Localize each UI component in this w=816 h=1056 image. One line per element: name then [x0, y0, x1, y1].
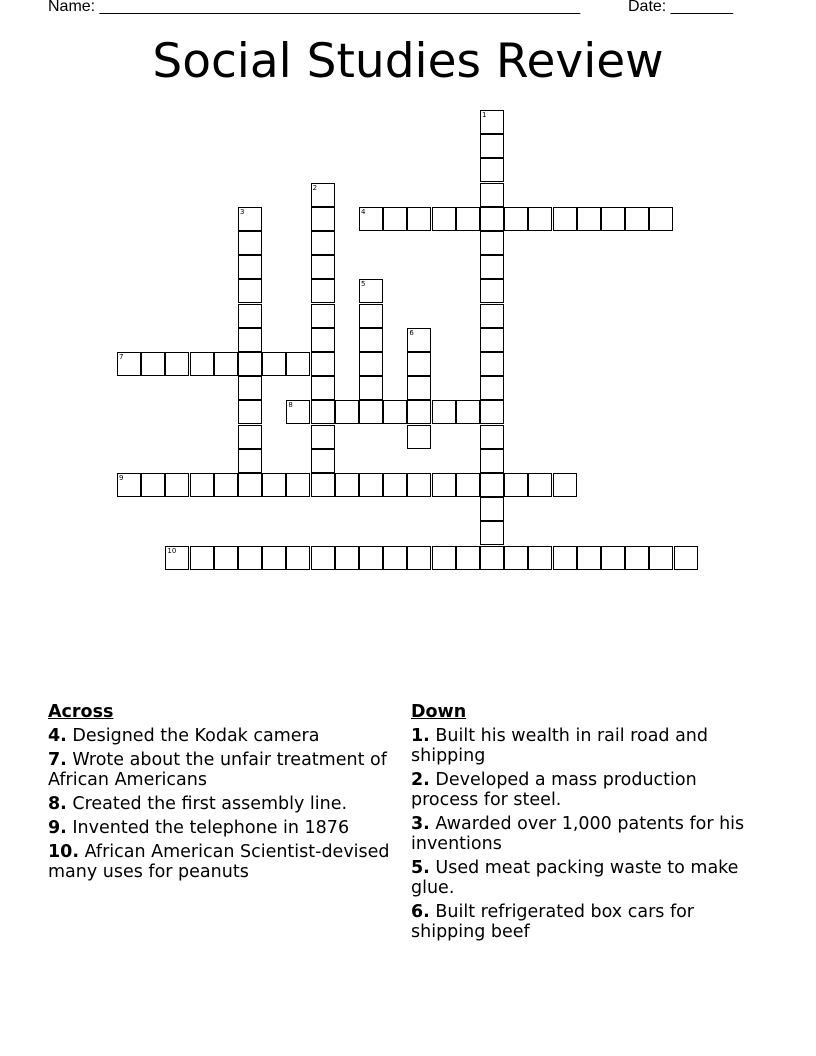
grid-cell[interactable] [432, 473, 456, 497]
grid-cell[interactable] [311, 546, 335, 570]
clue-number: 2. [411, 770, 430, 790]
grid-cell[interactable] [383, 473, 407, 497]
down-clues [411, 702, 756, 946]
grid-cell[interactable] [456, 400, 480, 424]
grid-cell[interactable] [577, 546, 601, 570]
cell-number: 6 [409, 328, 414, 337]
grid-cell[interactable] [480, 207, 504, 231]
grid-cell[interactable] [238, 231, 262, 255]
clue-number: 3. [411, 814, 430, 834]
grid-cell[interactable] [165, 546, 189, 570]
grid-cell[interactable] [407, 546, 431, 570]
grid-cell[interactable] [407, 352, 431, 376]
clue-number: 1. [411, 726, 430, 746]
grid-cell[interactable] [480, 183, 504, 207]
grid-cell[interactable] [311, 473, 335, 497]
grid-cell[interactable] [117, 473, 141, 497]
grid-cell[interactable] [335, 546, 359, 570]
grid-cell[interactable] [359, 207, 383, 231]
grid-cell[interactable] [553, 546, 577, 570]
grid-cell[interactable] [117, 352, 141, 376]
grid-cell[interactable] [407, 376, 431, 400]
grid-cell[interactable] [190, 473, 214, 497]
grid-cell[interactable] [359, 473, 383, 497]
grid-cell[interactable] [504, 207, 528, 231]
clue-text: Developed a mass production process for steel. [411, 770, 697, 810]
grid-cell[interactable] [480, 231, 504, 255]
grid-cell[interactable] [311, 183, 335, 207]
grid-cell[interactable] [335, 473, 359, 497]
grid-cell[interactable] [141, 473, 165, 497]
cell-number: 2 [312, 183, 318, 192]
clue-text: Created the first assembly line. [66, 794, 348, 814]
clue-across-9 [48, 818, 393, 838]
clue-text: Designed the Kodak camera [66, 726, 320, 746]
grid-cell[interactable] [214, 473, 238, 497]
grid-cell[interactable] [238, 304, 262, 328]
grid-cell[interactable] [238, 328, 262, 352]
grid-cell[interactable] [625, 207, 649, 231]
clue-text: Built his wealth in rail road and shipping [411, 726, 709, 766]
clue-number: 10. [48, 842, 80, 862]
grid-cell[interactable] [480, 304, 504, 328]
grid-cell[interactable] [311, 255, 335, 279]
grid-cell[interactable] [480, 449, 504, 473]
cell-number: 1 [482, 111, 487, 119]
grid-cell[interactable] [238, 546, 262, 570]
grid-cell[interactable] [141, 352, 165, 376]
grid-cell[interactable] [359, 279, 383, 303]
grid-cell[interactable] [504, 546, 528, 570]
grid-cell[interactable] [528, 546, 552, 570]
clue-number: 9. [48, 818, 67, 838]
grid-cell[interactable] [214, 546, 238, 570]
clue-text: African American Scientist-devised many uses for peanuts [48, 842, 390, 882]
grid-cell[interactable] [262, 352, 286, 376]
grid-cell[interactable] [480, 546, 504, 570]
grid-cell[interactable] [311, 328, 335, 352]
clue-number: 4. [48, 726, 67, 746]
grid-cell[interactable] [311, 231, 335, 255]
grid-cell[interactable] [286, 400, 310, 424]
grid-cell[interactable] [480, 158, 504, 182]
across-clues [48, 702, 393, 886]
grid-cell[interactable] [528, 473, 552, 497]
grid-cell[interactable] [480, 473, 504, 497]
grid-cell[interactable] [238, 279, 262, 303]
clue-text: Used meat packing waste to make glue. [411, 858, 739, 898]
grid-cell[interactable] [311, 207, 335, 231]
grid-cell[interactable] [238, 400, 262, 424]
cell-number: 9 [119, 474, 124, 482]
grid-cell[interactable] [190, 352, 214, 376]
name-field-label: Name: ______________________________________________________ [48, 0, 581, 15]
grid-cell[interactable] [238, 255, 262, 279]
cell-number: 3 [240, 207, 245, 216]
grid-cell[interactable] [383, 546, 407, 570]
grid-cell[interactable] [456, 546, 480, 570]
grid-cell[interactable] [480, 328, 504, 352]
grid-cell[interactable] [577, 207, 601, 231]
across-heading: Across [48, 702, 114, 722]
grid-cell[interactable] [383, 207, 407, 231]
clue-down-2 [411, 770, 756, 810]
grid-cell[interactable] [480, 400, 504, 424]
cell-number: 5 [361, 280, 366, 289]
grid-cell[interactable] [311, 352, 335, 376]
grid-cell[interactable] [359, 400, 383, 424]
grid-cell[interactable] [456, 473, 480, 497]
grid-cell[interactable] [238, 207, 262, 231]
grid-cell[interactable] [311, 400, 335, 424]
clue-text: Invented the telephone in 1876 [66, 818, 350, 838]
cell-number: 10 [167, 546, 177, 555]
clue-number: 7. [48, 750, 67, 770]
grid-cell[interactable] [601, 207, 625, 231]
grid-cell[interactable] [480, 497, 504, 521]
grid-cell[interactable] [165, 352, 189, 376]
grid-cell[interactable] [238, 376, 262, 400]
grid-cell[interactable] [528, 207, 552, 231]
grid-cell[interactable] [407, 207, 431, 231]
grid-cell[interactable] [504, 473, 528, 497]
grid-cell[interactable] [432, 546, 456, 570]
grid-cell[interactable] [238, 473, 262, 497]
grid-cell[interactable] [649, 546, 673, 570]
clue-down-5 [411, 858, 756, 898]
grid-cell[interactable] [262, 546, 286, 570]
clue-down-6 [411, 902, 756, 942]
page-title: Social Studies Review [152, 34, 664, 89]
grid-cell[interactable] [311, 425, 335, 449]
clue-down-1 [411, 726, 756, 766]
clue-text: Awarded over 1,000 patents for his inventions [411, 814, 745, 854]
grid-cell[interactable] [214, 352, 238, 376]
grid-cell[interactable] [262, 473, 286, 497]
grid-cell[interactable] [649, 207, 673, 231]
grid-cell[interactable] [286, 473, 310, 497]
grid-cell[interactable] [407, 400, 431, 424]
grid-cell[interactable] [335, 400, 359, 424]
grid-cell[interactable] [286, 546, 310, 570]
grid-cell[interactable] [383, 400, 407, 424]
grid-cell[interactable] [480, 352, 504, 376]
grid-cell[interactable] [190, 546, 214, 570]
cell-number: 8 [288, 401, 293, 410]
grid-cell[interactable] [311, 376, 335, 400]
grid-cell[interactable] [553, 473, 577, 497]
grid-cell[interactable] [480, 425, 504, 449]
grid-cell[interactable] [674, 546, 698, 570]
grid-cell[interactable] [359, 546, 383, 570]
grid-cell[interactable] [432, 400, 456, 424]
grid-cell[interactable] [480, 255, 504, 279]
grid-cell[interactable] [286, 352, 310, 376]
grid-cell[interactable] [601, 546, 625, 570]
grid-cell[interactable] [480, 521, 504, 545]
grid-cell[interactable] [480, 134, 504, 158]
grid-cell[interactable] [480, 110, 504, 134]
clue-down-3 [411, 814, 756, 854]
grid-cell[interactable] [311, 279, 335, 303]
grid-cell[interactable] [359, 376, 383, 400]
grid-cell[interactable] [311, 449, 335, 473]
grid-cell[interactable] [407, 473, 431, 497]
grid-cell[interactable] [311, 304, 335, 328]
grid-cell[interactable] [553, 207, 577, 231]
clue-text: Built refrigerated box cars for shipping beef [411, 902, 695, 942]
clue-number: 8. [48, 794, 67, 814]
clue-number: 5. [411, 858, 430, 878]
down-heading: Down [411, 702, 467, 722]
cell-number: 4 [361, 207, 366, 216]
grid-cell[interactable] [407, 425, 431, 449]
date-field-label: Date: _______ [628, 0, 733, 15]
grid-cell[interactable] [238, 352, 262, 376]
grid-cell[interactable] [480, 279, 504, 303]
clue-across-8 [48, 794, 393, 814]
clue-text: Wrote about the unfair treatment of African Americans [48, 750, 387, 790]
grid-cell[interactable] [359, 352, 383, 376]
clue-across-10 [48, 842, 393, 882]
grid-cell[interactable] [625, 546, 649, 570]
grid-cell[interactable] [238, 449, 262, 473]
grid-cell[interactable] [456, 207, 480, 231]
grid-cell[interactable] [432, 207, 456, 231]
grid-cell[interactable] [407, 328, 431, 352]
grid-cell[interactable] [359, 304, 383, 328]
grid-cell[interactable] [359, 328, 383, 352]
grid-cell[interactable] [165, 473, 189, 497]
clue-number: 6. [411, 902, 430, 922]
clue-across-7 [48, 750, 393, 790]
cell-number: 7 [119, 353, 124, 361]
grid-cell[interactable] [238, 425, 262, 449]
clue-across-4 [48, 726, 393, 746]
grid-cell[interactable] [480, 376, 504, 400]
